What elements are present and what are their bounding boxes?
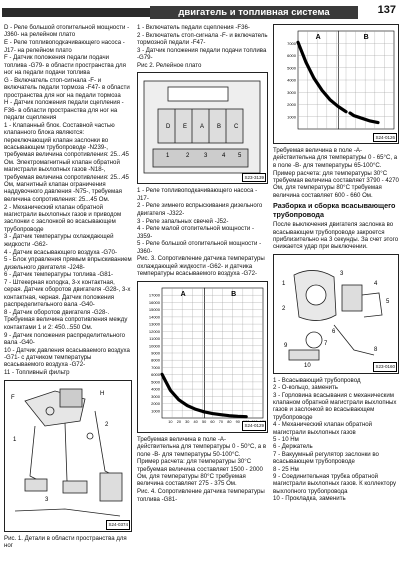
y-tick-label: 15000 <box>148 306 160 312</box>
section-text <box>273 221 399 251</box>
relay-list-item-4: 5 - Реле большой отопительной мощности -J360- <box>137 240 262 255</box>
col1-paragraph-0: D - Реле большой отопительной мощности -J360- на релейном плато <box>4 24 130 39</box>
y-tick-label: 16000 <box>148 299 160 305</box>
parts-list-item-3: 4 - Механический клапан обратной магистрали выхлопных газов <box>273 421 373 436</box>
parts-list <box>273 377 399 503</box>
col1-paragraph-10: 6 - Датчик температуры топлива -G81- <box>4 271 114 279</box>
column-2 <box>137 24 268 503</box>
col1-paragraph-6: 2 - Механический клапан обратной магистрали выхлопных газов и приводом заслонки с заслонкой во всасывающем трубопроводе <box>4 203 122 233</box>
y-tick-label: 5000 <box>151 379 160 385</box>
relay-letter-A: A <box>200 124 205 131</box>
col2-bottom-paragraph-1: Пример расчета: для температуры 30°C требуемая величина составляет 1500 - 2000 Ом, для температуры 80°C требуемая величина составляет 275 - 375 Ом. <box>137 458 263 488</box>
y-tick-label: 2000 <box>287 102 296 107</box>
y-tick-label: 4000 <box>287 77 296 83</box>
svg-text:2: 2 <box>105 421 109 428</box>
col2-bottom-paragraph-0: Требуемая величина в поле -A- действительна для температуры 0 - 50°C, а в поле -B- для температуры 50-100°C. <box>137 435 267 458</box>
y-tick-label: 3000 <box>287 89 296 95</box>
svg-text:1: 1 <box>166 153 170 160</box>
relay-list-item-3: 4 - Реле малой отопительной мощности -J359- <box>137 225 254 240</box>
svg-text:7: 7 <box>324 340 328 347</box>
svg-text:1: 1 <box>282 280 286 287</box>
figure-1-id: S24-0374 <box>106 520 130 529</box>
pedals-diagram <box>5 381 131 531</box>
relay-letter-B: B <box>217 124 222 131</box>
column-2-top-text <box>137 24 268 62</box>
col1-paragraph-7: 3 - Датчик температуры охлаждающей жидкости -G62- <box>4 233 114 248</box>
relay-plate-diagram <box>138 73 267 183</box>
x-tick-label: 80 <box>227 419 232 424</box>
x-tick-label: 70 <box>218 419 224 424</box>
chart-1-svg <box>138 282 267 432</box>
figure-1-caption: Рис. 1. Детали в области пространства для ног <box>4 534 127 549</box>
col2-top-paragraph-2: 3 - Датчик положения педали подачи топлива -G79- <box>137 46 267 62</box>
figure-2-id: S23-3139 <box>242 173 266 182</box>
column-2-relay-list <box>137 187 268 255</box>
col2-top-paragraph-1: 2 - Включатель стоп-сигнала -F- и включатель тормозной педали -F47- <box>137 31 268 47</box>
relay-list-item-0: 1 - Реле топливоподкачивающего насоса -J17- <box>137 187 258 202</box>
parts-list-item-9: 10 - Прокладка, заменить <box>273 495 346 503</box>
y-tick-label: 6000 <box>287 53 296 58</box>
column-2-bottom-text <box>137 436 268 503</box>
col1-paragraph-15: 11 - Топливный фильтр <box>4 369 70 377</box>
page-header <box>0 0 402 22</box>
section-title: Разборка и сборка всасывающего трубопровода <box>273 201 396 219</box>
parts-list-item-4: 5 - 10 Нм <box>273 436 299 444</box>
x-tick-label: 30 <box>185 419 190 424</box>
svg-text:5: 5 <box>238 153 242 160</box>
relay-letter-E: E <box>183 124 188 131</box>
y-tick-label: 5000 <box>287 65 296 71</box>
figure-1 <box>4 380 132 532</box>
field-label-b: B <box>231 290 237 298</box>
col1-paragraph-2: F - Датчик положения педали подачи топлива -G79- в области пространства для ног на педали подачи топлива <box>4 54 126 77</box>
y-tick-label: 14000 <box>148 314 160 320</box>
x-tick-label: 40 <box>193 419 198 424</box>
svg-text:8: 8 <box>374 346 378 353</box>
y-tick-label: 6000 <box>151 371 160 377</box>
relay-letter-C: C <box>234 124 239 131</box>
column-1 <box>4 24 132 549</box>
svg-text:F: F <box>11 394 15 401</box>
y-tick-label: 1000 <box>151 407 160 413</box>
section-paragraph-0: После выключения двигателя заслонка во всасывающем трубопроводе закроется приблизительно на 3 секунды. За счет этого снижается удар при выключении. <box>273 221 399 251</box>
x-tick-label: 50 <box>201 419 207 424</box>
parts-list-item-1: 2 - О-кольцо, заменить <box>273 384 338 392</box>
figure-3-id: S24-0129 <box>242 421 266 430</box>
col1-paragraph-13: 9 - Датчик положения распределительного вала -G40- <box>4 331 125 346</box>
col1-paragraph-1: Е - Реле топливоподкачивающего насоса -J17- на релейном плато <box>4 39 125 54</box>
x-tick-label: 10 <box>168 419 173 424</box>
x-tick-label: 20 <box>176 419 181 424</box>
col3-top-paragraph-0: Требуемая величина в поле -A- действительна для температуры 0 - 65°C, а в поле -B- для температуры 65-100°C. <box>273 147 398 169</box>
col3-top-paragraph-1: Пример расчета: для температуры 30°C требуемая величина составляет 3790 - 4270 Ом, для температуры 80°C требуемая величина составляет 600 - 660 Ом. <box>273 169 399 199</box>
svg-text:3: 3 <box>340 270 344 277</box>
svg-text:6: 6 <box>332 328 336 335</box>
parts-list-item-5: 6 - Держатель <box>273 443 313 451</box>
figure-4-chart <box>273 24 399 144</box>
col1-paragraph-9: 5 - Блок управления прямым впрыскиванием дизельного двигателя -J248- <box>4 256 132 271</box>
parts-list-item-2: 3 - Горловина всасывания с механическим клапаном обратной магистрали выхлопных газов и заслонкой во всасывающем трубопроводе <box>273 391 397 421</box>
svg-text:9: 9 <box>284 342 288 349</box>
svg-text:5: 5 <box>386 298 390 305</box>
y-tick-label: 17000 <box>148 292 160 298</box>
svg-text:1: 1 <box>13 436 17 443</box>
svg-text:2: 2 <box>186 153 190 160</box>
parts-list-item-6: 7 - Вакуумный регулятор заслонки во всасывающем трубопроводе <box>273 450 379 466</box>
y-tick-label: 7000 <box>287 40 296 46</box>
x-tick-label: 90 <box>235 419 240 424</box>
column-3-top-text <box>273 147 399 199</box>
y-tick-label: 9000 <box>151 350 160 356</box>
field-label-a: A <box>315 34 321 41</box>
y-tick-label: 10000 <box>148 342 160 348</box>
figure-5-id: S23-0160 <box>373 362 397 371</box>
y-tick-label: 2000 <box>151 400 160 406</box>
y-tick-label: 13000 <box>148 321 160 327</box>
figure-2 <box>137 72 268 184</box>
parts-list-item-7: 8 - 25 Нм <box>273 465 299 473</box>
svg-text:2: 2 <box>282 305 286 312</box>
svg-text:4: 4 <box>222 153 226 160</box>
column-3 <box>273 24 399 503</box>
y-tick-label: 4000 <box>151 386 160 392</box>
relay-letter-D: D <box>166 124 171 131</box>
svg-text:10: 10 <box>304 362 311 369</box>
figure-5 <box>273 254 399 374</box>
chart-2-svg <box>274 25 398 143</box>
figure-3-chart <box>137 281 268 433</box>
col2-bottom-paragraph-2: Рис. 4. Сопротивление датчика температуры топлива -G81- <box>137 488 265 503</box>
parts-list-item-0: 1 - Всасывающий трубопровод <box>273 376 361 384</box>
intake-manifold-diagram <box>274 255 398 373</box>
page-number: 137 <box>377 4 396 16</box>
y-tick-label: 3000 <box>151 393 160 399</box>
y-tick-label: 7000 <box>151 364 160 370</box>
relay-list-item-1: 2 - Реле зимнего вспрыскивания дизельного двигателя -J322- <box>137 202 263 217</box>
y-tick-label: 12000 <box>148 328 160 334</box>
page-title: двигатель и топливная система <box>150 6 358 19</box>
col1-paragraph-12: 8 - Датчик оборотов двигателя -G28-. Требуемая величина сопротивления между контактами 1 и 2: 450...550 Ом. <box>4 309 128 331</box>
figure-3-caption: Рис. 3. Сопротивление датчика температуры охлаждающей жидкости -G62- и датчика температуры всасываемого воздуха -G72- <box>137 255 265 278</box>
y-tick-label: 8000 <box>151 357 160 363</box>
x-tick-label: 60 <box>210 419 215 424</box>
relay-list-item-2: 3 - Реле запальных свечей -J52- <box>137 217 229 225</box>
col1-paragraph-8: 4 - Датчик всасывающего воздуха -G70- <box>4 248 117 256</box>
svg-text:H: H <box>100 390 105 397</box>
svg-text:4: 4 <box>374 280 378 287</box>
col2-top-paragraph-0: 1 - Включатель педали сцепления -F36- <box>137 24 250 31</box>
field-label-a: A <box>180 290 186 298</box>
col1-paragraph-3: G - Включатель стоп-сигнала -F- и включатель педали тормоза -F47- в области пространства для ног на педали тормоза <box>4 76 130 99</box>
figure-2-caption: Рис 2. Релейное плато <box>137 61 202 69</box>
col1-paragraph-4: Н - Датчик положения педали сцепления -F36- в области пространства для ног на педали сцепления <box>4 99 124 122</box>
col1-paragraph-5: 1 - Клапанный блок. Составной частью клапанного блока являются: переключающий клапан заслонки во всасывающем трубопроводе -N239-, требуемая величина сопротивления: 25...45 Ом. Электромагнитный клапан обратной магистрали выхлопных газов -N18-, требуемая величина сопротивления: 25...45 Ом, магнитный клапан ограничения наддувочного давления -N75-, требуемая величина сопротивления: 25...45 Ом. <box>4 121 129 203</box>
column-1-text <box>4 24 132 377</box>
svg-text:3: 3 <box>45 496 49 503</box>
svg-text:3: 3 <box>204 153 208 160</box>
y-tick-label: 11000 <box>149 335 160 341</box>
header-bar <box>2 8 150 17</box>
parts-list-item-8: 9 - Соединительная трубка обратной магистрали выхлопных газов. К коллектору выхлопного трубопровода <box>273 473 397 495</box>
field-label-b: B <box>363 34 369 41</box>
col1-paragraph-11: 7 - Штекерная колодка, 3-х контактная, серая. Датчик оборотов двигателя -G28-, 3-х контактная, черная. Датчик положения распределительного вала -G40- <box>4 279 131 309</box>
col1-paragraph-14: 10 - Датчик давления всасываемого воздуха -G71- с датчиком температуры всасываемого воздуха -G72- <box>4 346 130 369</box>
figure-4-id: S24-0126 <box>373 133 397 142</box>
y-tick-label: 1000 <box>287 114 296 120</box>
